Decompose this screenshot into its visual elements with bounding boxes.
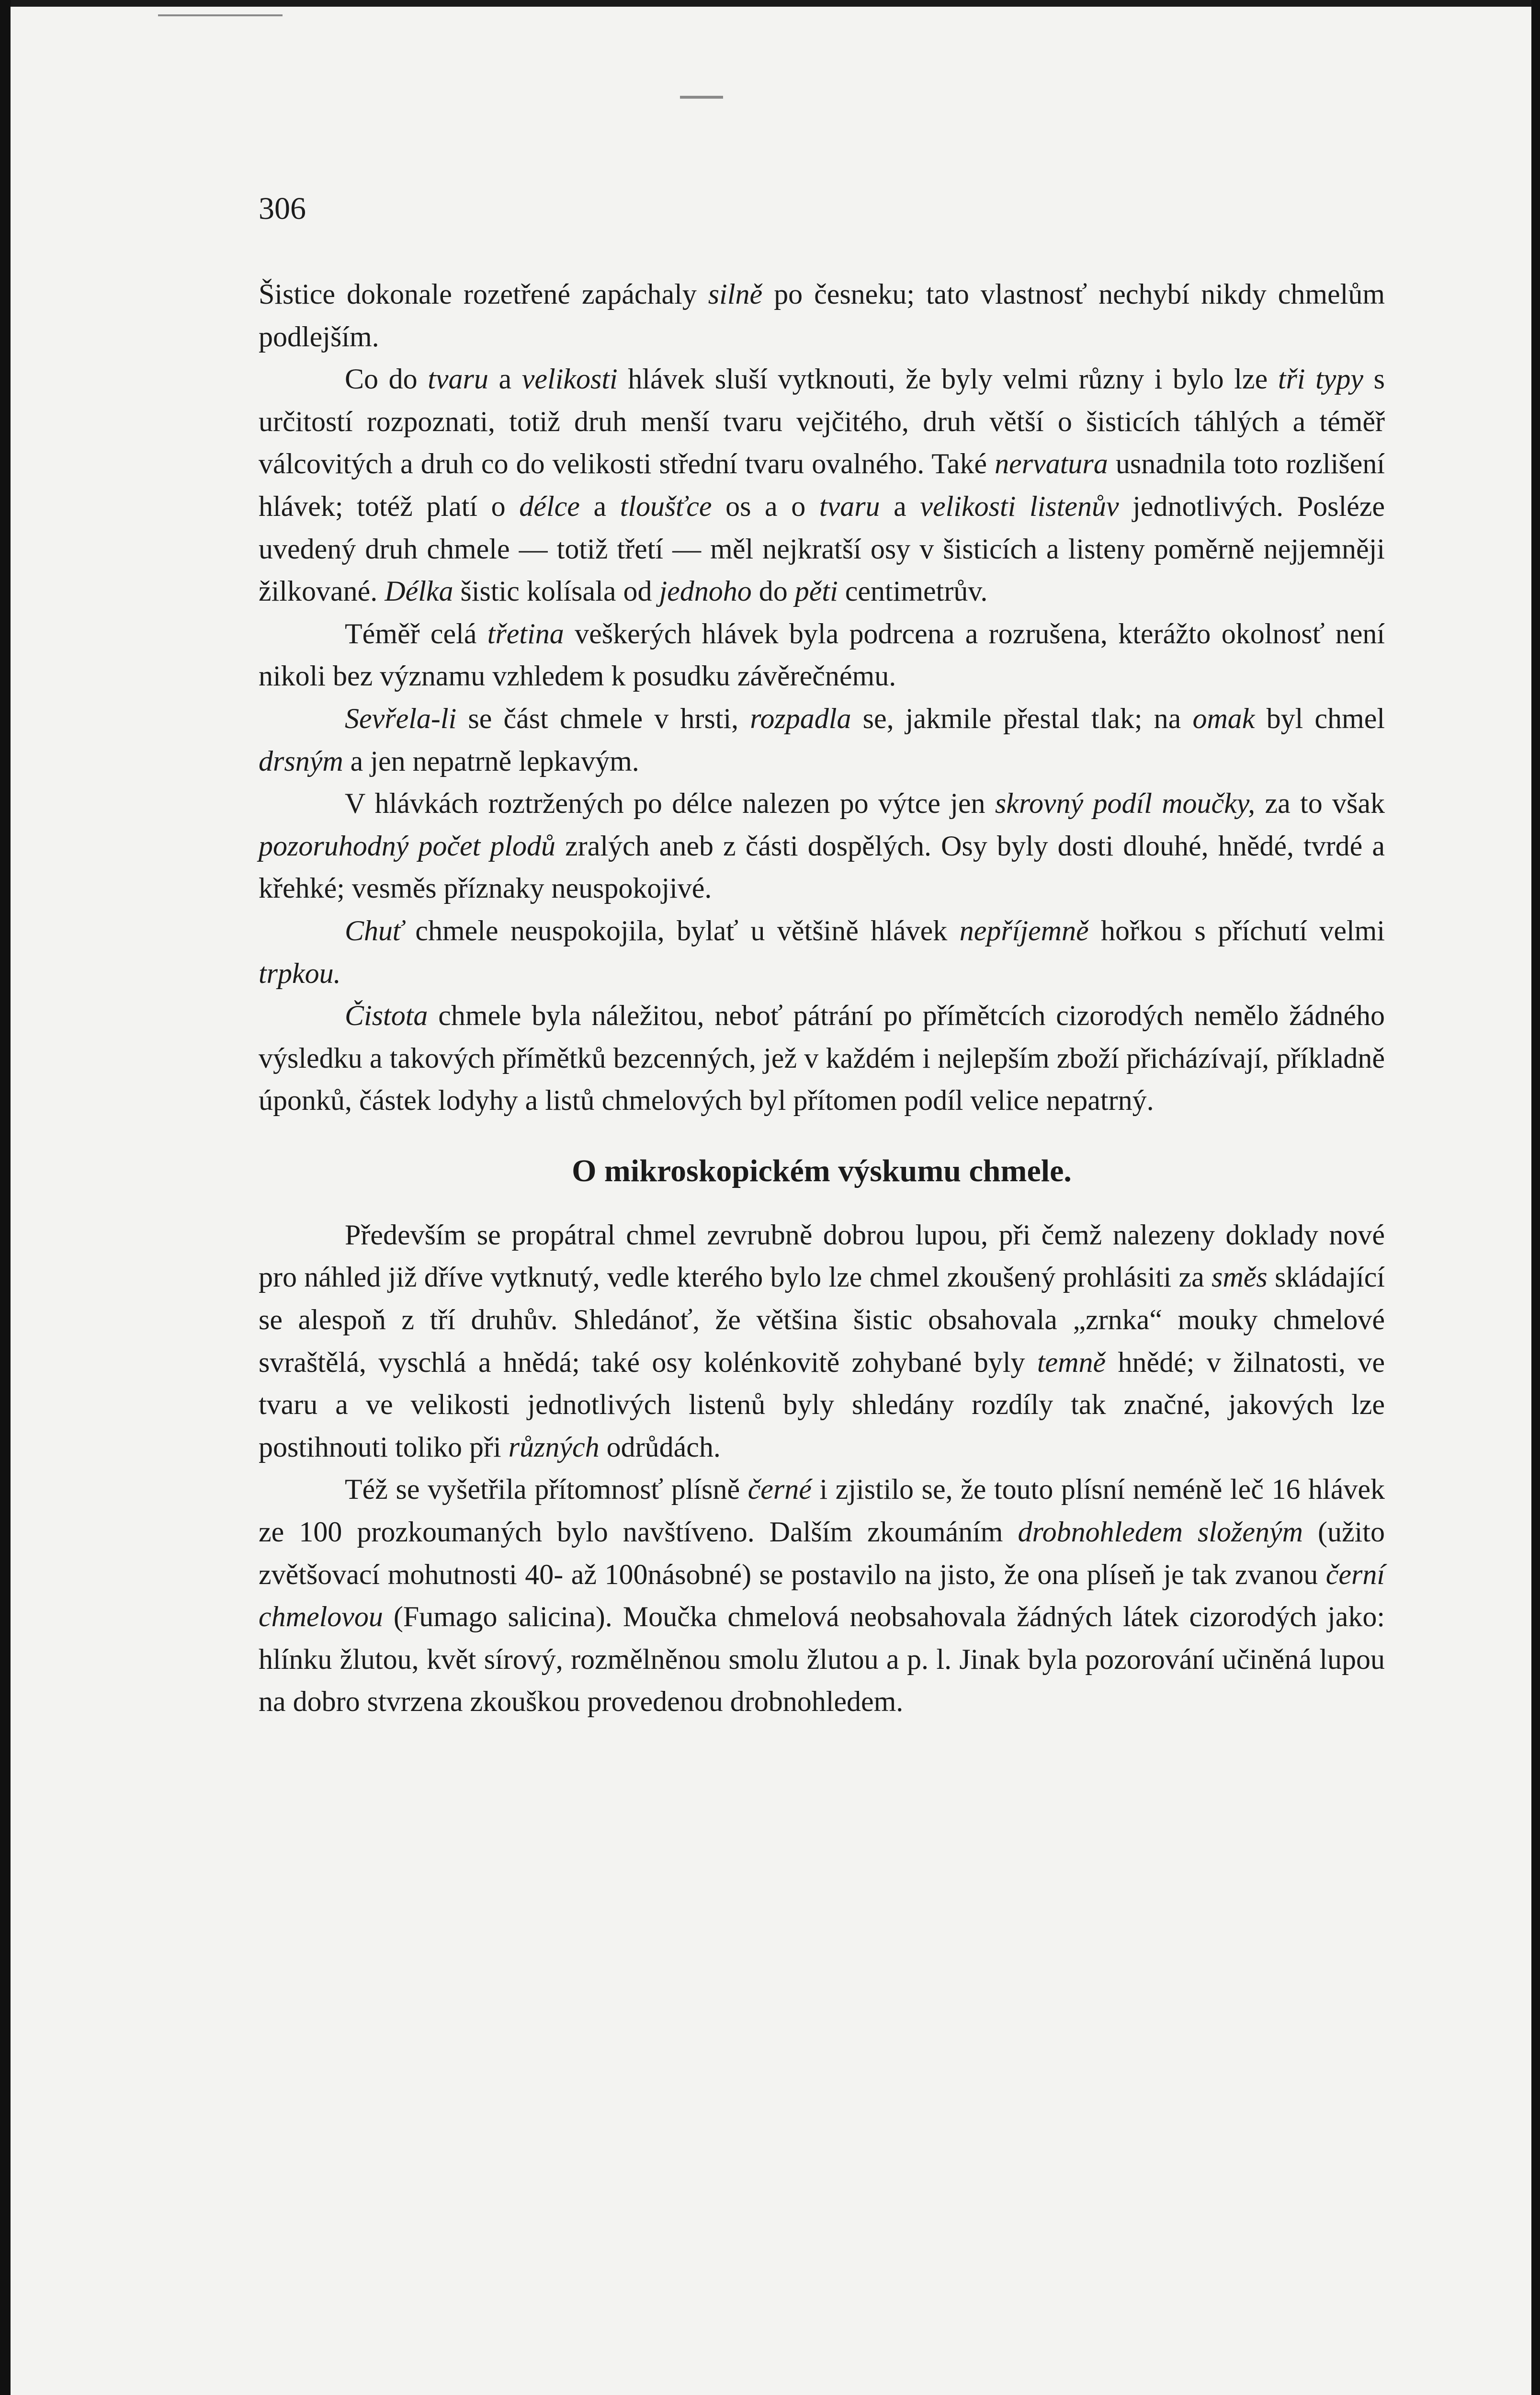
- scan-border-top: [0, 0, 1540, 7]
- paragraph-touch: Sevřela-li se část chmele v hrsti, rozpadla se, jakmile přestal tlak; na omak byl chmel drsným a jen nepatrně lepkavým.: [259, 702, 1385, 777]
- paragraph-purity: Čistota chmele byla náležitou, neboť pátrání po přímětcích cizorodých nemělo žádného výsledku a takových přímětků bezcenných, jež v každém i nejlepším zboží přicházívají, příkladně úponků, částek lodyhy a listů chmelových byl přítomen podíl velice nepatrný.: [259, 1000, 1385, 1117]
- paragraph-flour-content: V hlávkách roztržených po délce nalezen po výtce jen skrovný podíl moučky, za to však pozoruhodný počet plodů zralých aneb z části dospělých. Osy byly dosti dlouhé, hnědé, tvrdé a křehké; vesměs příznaky neuspokojivé.: [259, 787, 1385, 904]
- paragraph-taste: Chuť chmele neuspokojila, bylať u většině hlávek nepříjemně hořkou s příchutí velmi trpkou.: [259, 914, 1385, 989]
- paragraph-mold: Též se vyšetřila přítomnosť plísně černé i zjistilo se, že touto plísní neméně leč 16 hlávek ze 100 prozkoumaných bylo navštíveno. Dalším zkoumáním drobnohledem složeným (užito zvětšovací mohutnosti 40- až 100násobné) se postavilo na jisto, že ona plíseň je tak zvanou černí chmelovou (Fumago salicina). Moučka chmelová neobsahovala žádných látek cizorodých jako: hlínku žlutou, květ sírový, rozmělněnou smolu žlutou a p. l. Jinak byla pozorování učiněná lupou na dobro stvrzena zkouškou provedenou drobnohledem.: [259, 1473, 1385, 1718]
- paragraph-shape-size: Co do tvaru a velikosti hlávek sluší vytknouti, že byly velmi různy i bylo lze tři typy s určitostí rozpoznati, totiž druh menší tvaru vejčitého, druh větší o šisticích táhlých a téměř válcovitých a druh co do velikosti střední tvaru ovalného. Také nervatura usnadnila toto rozlišení hlávek; totéž platí o délce a tloušťce os a o tvaru a velikosti listenův jednotlivých. Posléze uvedený druh chmele — totiž třetí — měl nejkratší osy v šisticích a listeny poměrně nejjemněji žilkované. Délka šistic kolísala od jednoho do pěti centimetrův.: [259, 363, 1385, 607]
- scan-border-right: [1531, 0, 1540, 2395]
- page-number: 306: [259, 191, 306, 226]
- paragraph-smell: Šistice dokonale rozetřené zapáchaly silně po česneku; tato vlastnosť nechybí nikdy chmelům podlejším.: [259, 278, 1385, 353]
- scan-artifact: [680, 96, 723, 99]
- paragraph-lens-exam: Především se propátral chmel zevrubně dobrou lupou, při čemž nalezeny doklady nové pro náhled již dříve vytknutý, vedle kterého bylo lze chmel zkoušený prohlásiti za směs skládající se alespoň z tří druhův. Shledánoť, že většina šistic obsahovala „zrnka“ mouky chmelové svraštělá, vyschlá a hnědá; také osy kolénkovitě zohybané byly temně hnědé; v žilnatosti, ve tvaru a ve velikosti jednotlivých listenů byly shledány rozdíly tak značné, jakových lze postihnouti toliko při různých odrůdách.: [259, 1219, 1385, 1463]
- section-heading: O mikroskopickém výskumu chmele.: [572, 1153, 1072, 1188]
- scan-artifact: [158, 14, 283, 16]
- body-text: [259, 273, 1385, 1723]
- scan-border-left: [0, 0, 11, 2395]
- paragraph-crushed: Téměř celá třetina veškerých hlávek byla podrcena a rozrušena, kterážto okolnosť není nikoli bez významu vzhledem k posudku závěrečnému.: [259, 617, 1385, 692]
